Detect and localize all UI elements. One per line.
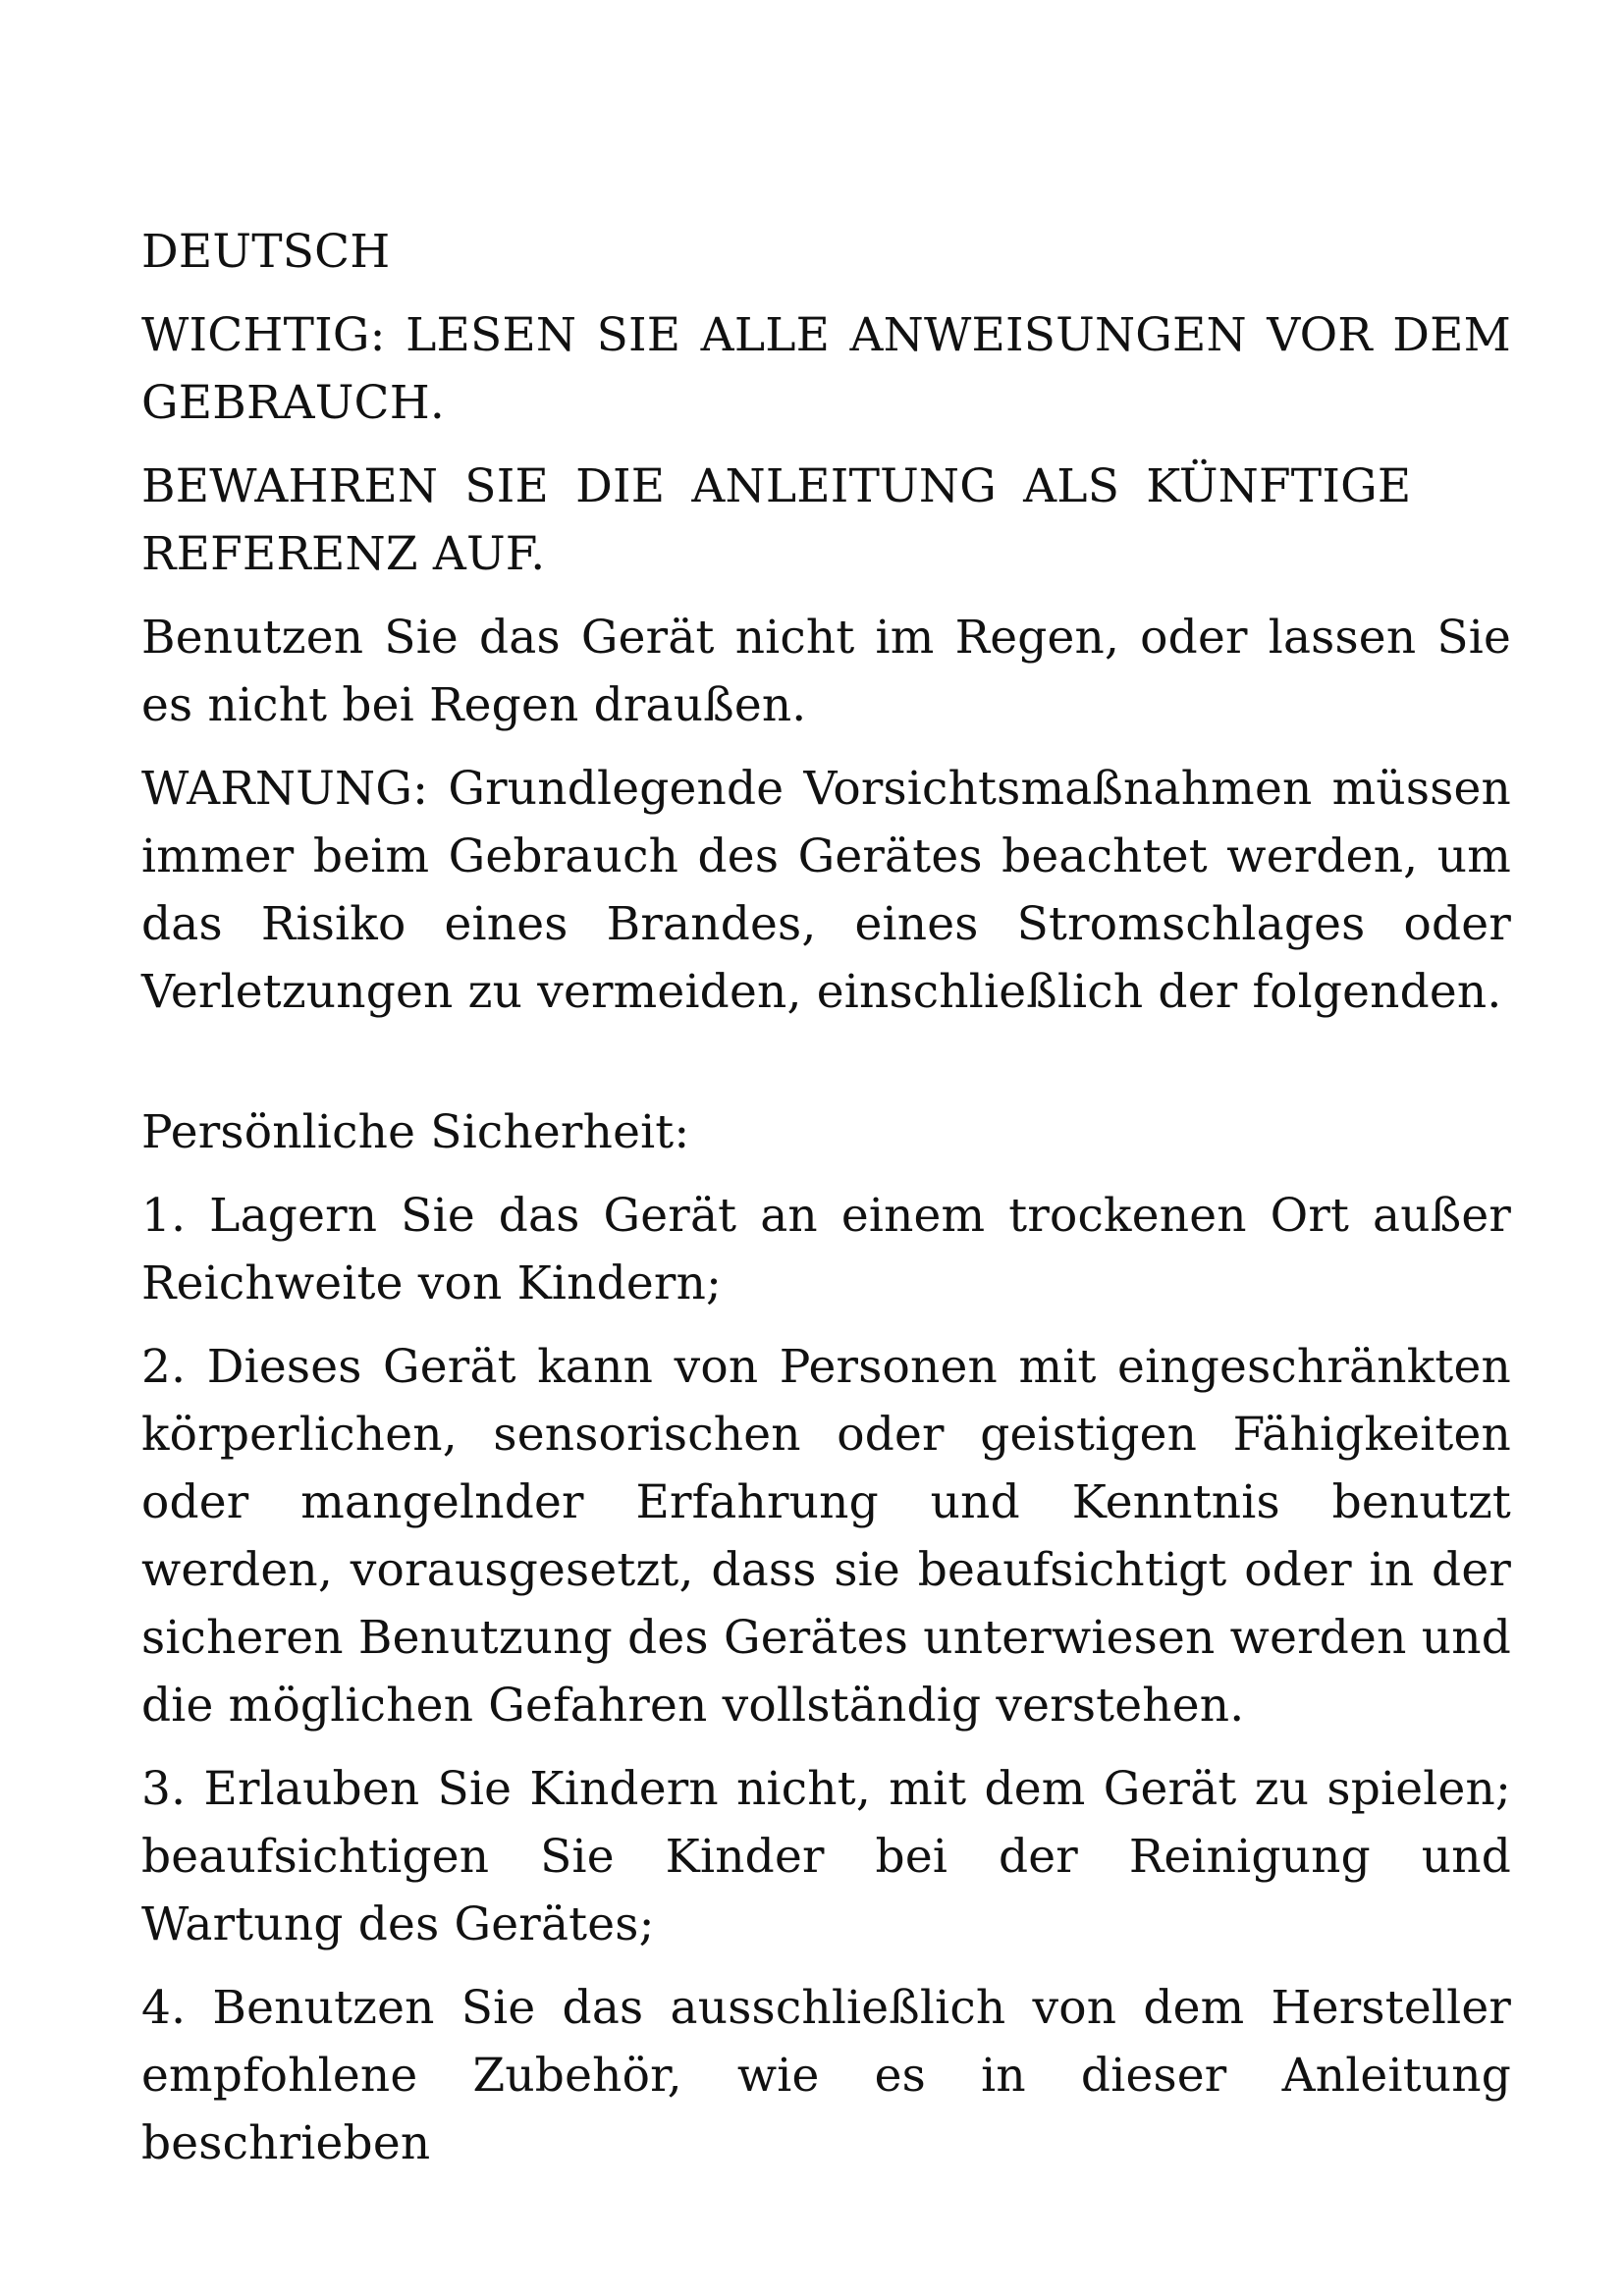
section-spacer bbox=[141, 1041, 1511, 1098]
list-item: 3. Erlauben Sie Kindern nicht, mit dem Gerät zu spielen; beaufsichtigen Sie Kinder bei der Reinigung und Wartung des Gerätes; bbox=[141, 1762, 1511, 1951]
safety-warning: WARNUNG: Grundlegende Vorsichtsmaßnahmen müssen immer beim Gebrauch des Gerätes beachtet werden, um das Risiko eines Brandes, eines Stromschlages oder Verletzungen zu vermeiden, einschließlich der folgenden. bbox=[141, 762, 1511, 1019]
important-notice-line-1: WICHTIG: LESEN SIE ALLE ANWEISUNGEN VOR DEM bbox=[141, 308, 1511, 362]
list-item: 2. Dieses Gerät kann von Personen mit eingeschränkten körperlichen, sensorischen oder geistigen Fähigkeiten oder mangelnder Erfahrung und Kenntnis benutzt werden, vorausgesetzt, dass sie beaufsichtigt oder in der sicheren Benutzung des Gerätes unterwiesen werden und die möglichen Gefahren vollständig verstehen. bbox=[141, 1340, 1511, 1733]
important-notice bbox=[141, 301, 1511, 437]
rain-warning: Benutzen Sie das Gerät nicht im Regen, oder lassen Sie es nicht bei Regen draußen. bbox=[141, 611, 1511, 732]
keep-instructions-line-2: REFERENZ AUF. bbox=[141, 527, 546, 581]
keep-instructions-notice bbox=[141, 453, 1511, 588]
language-heading: DEUTSCH bbox=[141, 225, 391, 279]
keep-instructions-line-1: BEWAHREN SIE DIE ANLEITUNG ALS KÜNFTIGE bbox=[141, 459, 1412, 513]
important-notice-line-2: GEBRAUCH. bbox=[141, 376, 446, 430]
section-title: Persönliche Sicherheit: bbox=[141, 1105, 690, 1159]
list-item: 4. Benutzen Sie das ausschließlich von dem Hersteller empfohlene Zubehör, wie es in dieser Anleitung beschrieben bbox=[141, 1981, 1511, 2170]
document-page bbox=[141, 218, 1511, 2177]
list-item: 1. Lagern Sie das Gerät an einem trockenen Ort außer Reichweite von Kindern; bbox=[141, 1189, 1511, 1310]
